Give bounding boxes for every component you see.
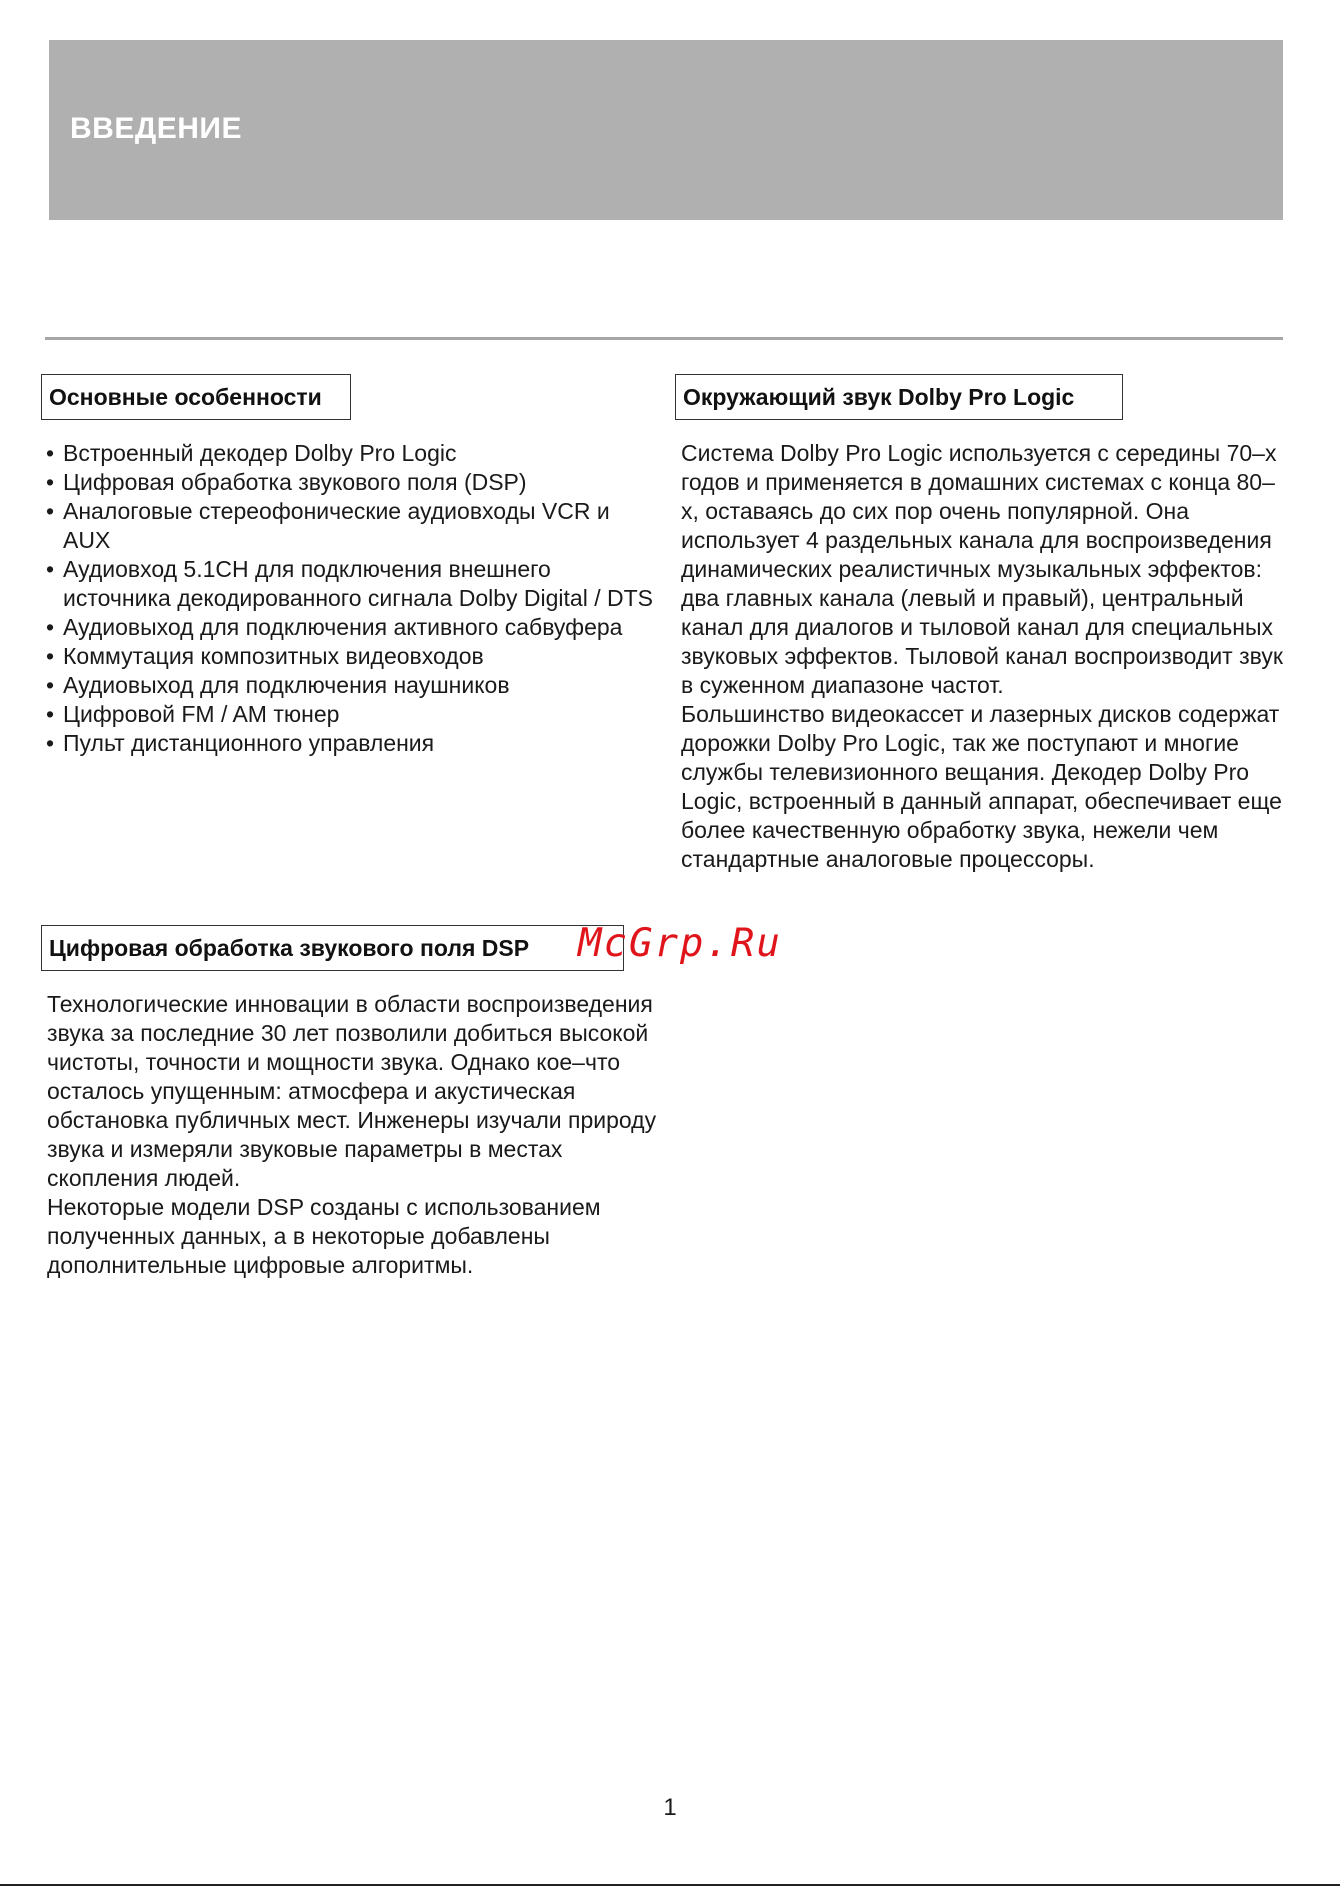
paragraph: Система Dolby Pro Logic используется с середины 70–х годов и применяется в домашних системах с конца 80–х, оставаясь до сих пор очень популярной. Она использует 4 раздельных канала для воспроизведения динамических реалистичных музыкальных эффектов: два главных канала (левый и правый), центральный канал для диалогов и тыловой канал для специальных звуковых эффектов. Тыловой канал воспроизводит звук в суженном диапазоне частот. [681, 440, 1283, 698]
page-number: 1 [663, 1794, 677, 1821]
features-list [46, 439, 656, 758]
list-item: • Цифровой FM / AM тюнер [46, 700, 656, 729]
paragraph: Большинство видеокассет и лазерных дисков содержат дорожки Dolby Pro Logic, так же поступают и многие службы телевизионного вещания. Декодер Dolby Pro Logic, встроенный в данный аппарат, обеспечивает еще более качественную обработку звука, нежели чем стандартные аналоговые процессоры. [681, 701, 1282, 872]
page-title: ВВЕДЕНИЕ [70, 112, 242, 145]
features-heading: Основные особенности [41, 374, 351, 420]
list-item: • Аудиовход 5.1CH для подключения внешнего источника декодированного сигнала Dolby Digital / DTS [46, 555, 656, 613]
bottom-edge [0, 1884, 1340, 1886]
list-item: • Аудиовыход для подключения активного сабвуфера [46, 613, 656, 642]
paragraph: Некоторые модели DSP созданы с использованием полученных данных, а в некоторые добавлены дополнительные цифровые алгоритмы. [47, 1194, 601, 1278]
surround-text [681, 439, 1291, 874]
list-item: • Аналоговые стереофонические аудиовходы VCR и AUX [46, 497, 656, 555]
list-item: • Коммутация композитных видеовходов [46, 642, 656, 671]
watermark: McGrp.Ru [578, 921, 782, 966]
header-band [49, 40, 1283, 220]
list-item: • Цифровая обработка звукового поля (DSP) [46, 468, 656, 497]
surround-heading: Окружающий звук Dolby Pro Logic [675, 374, 1123, 420]
divider [45, 337, 1283, 340]
paragraph: Технологические инновации в области воспроизведения звука за последние 30 лет позволили добиться высокой чистоты, точности и мощности звука. Однако кое–что осталось упущенным: атмосфера и акустическая обстановка публичных мест. Инженеры изучали природу звука и измеряли звуковые параметры в местах скопления людей. [47, 991, 657, 1191]
dsp-text [47, 990, 657, 1280]
list-item: • Аудиовыход для подключения наушников [46, 671, 656, 700]
list-item: • Пульт дистанционного управления [46, 729, 656, 758]
dsp-heading: Цифровая обработка звукового поля DSP [41, 925, 624, 971]
list-item: • Встроенный декодер Dolby Pro Logic [46, 439, 656, 468]
